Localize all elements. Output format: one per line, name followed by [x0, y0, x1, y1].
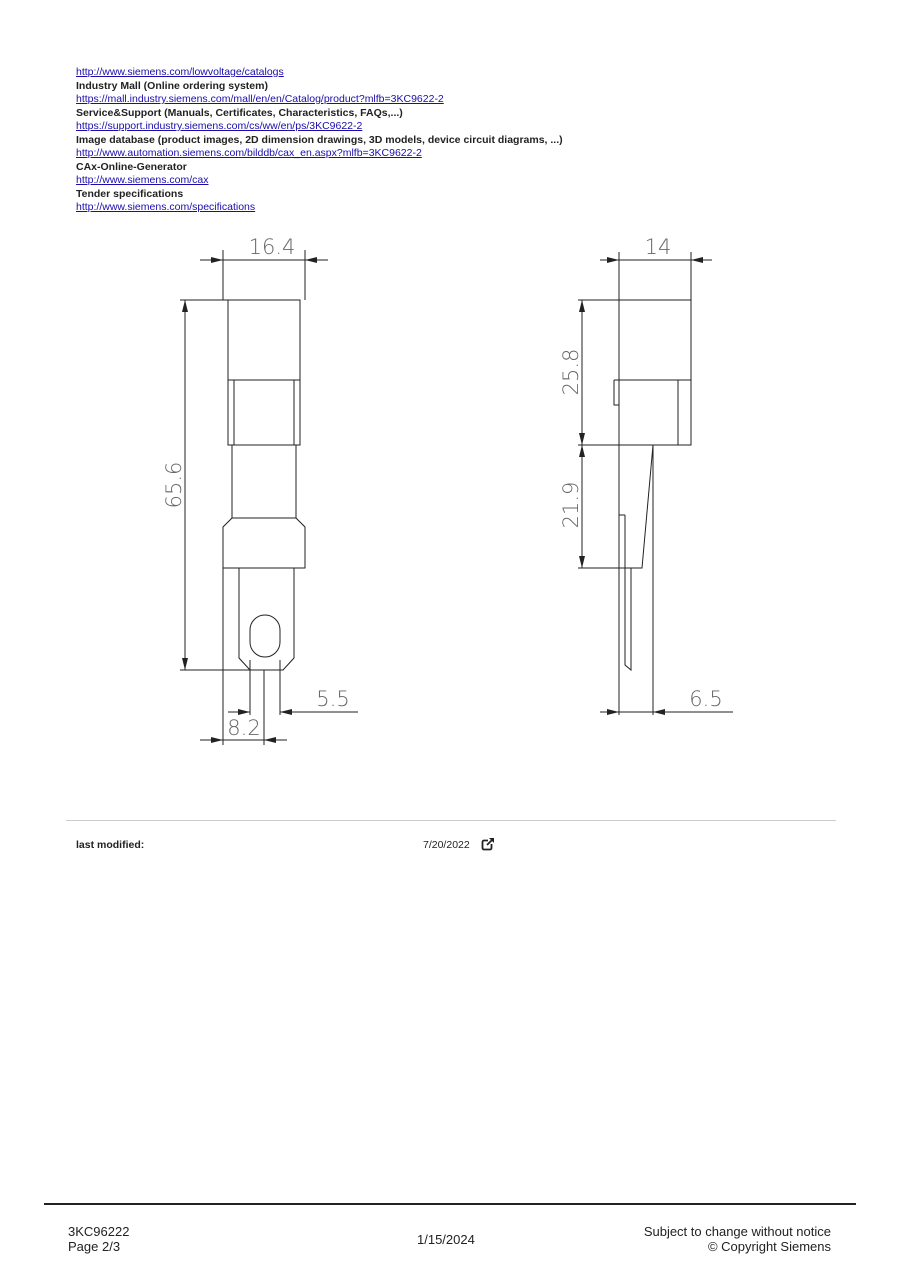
catalogs-link[interactable]: http://www.siemens.com/lowvoltage/catalogs	[76, 66, 284, 78]
side-depth-label: 14	[644, 235, 672, 259]
last-modified-label: last modified:	[76, 839, 145, 851]
footer-date: 1/15/2024	[417, 1232, 475, 1247]
front-tab-hole	[250, 615, 280, 657]
service-support-link[interactable]: https://support.industry.siemens.com/cs/ww/en/ps/3KC9622-2	[76, 120, 363, 132]
section-divider	[66, 820, 836, 821]
side-body-upper	[619, 300, 691, 445]
hole-width-label: 5.5	[316, 687, 350, 711]
footer-page: Page 2/3	[68, 1239, 121, 1254]
footer-notice: Subject to change without notice	[643, 1224, 831, 1239]
front-body-upper	[228, 300, 300, 445]
footer-divider	[44, 1203, 856, 1205]
tender-specifications-link[interactable]: http://www.siemens.com/specifications	[76, 201, 256, 213]
footer-left	[68, 1224, 129, 1254]
side-body-lower	[619, 445, 653, 568]
side-view	[578, 252, 733, 715]
front-view	[180, 250, 358, 745]
side-lower-label: 21.9	[559, 481, 583, 529]
side-upper-label: 25.8	[559, 348, 583, 396]
cax-generator-link[interactable]: http://www.siemens.com/cax	[76, 174, 209, 186]
front-width-label: 16.4	[248, 235, 296, 259]
front-body-lower	[223, 445, 305, 568]
image-database-link[interactable]: http://www.automation.siemens.com/bilddb/cax_en.aspx?mlfb=3KC9622-2	[76, 147, 422, 159]
tab-width-label: 8.2	[227, 716, 261, 740]
tender-specifications-heading: Tender specifications	[76, 188, 184, 200]
last-modified-value: 7/20/2022	[423, 839, 470, 851]
front-tab	[239, 568, 294, 670]
footer-copyright: © Copyright Siemens	[707, 1239, 831, 1254]
footer-product: 3KC96222	[68, 1224, 130, 1239]
industry-mall-heading: Industry Mall (Online ordering system)	[76, 80, 268, 92]
external-link-icon[interactable]	[481, 837, 495, 851]
side-tab-label: 6.5	[689, 687, 723, 711]
industry-mall-link[interactable]: https://mall.industry.siemens.com/mall/en/en/Catalog/product?mlfb=3KC9622-2	[76, 93, 444, 105]
service-support-heading: Service&Support (Manuals, Certificates, Characteristics, FAQs,...)	[76, 107, 403, 119]
cax-generator-heading: CAx-Online-Generator	[76, 161, 187, 173]
front-height-label: 65.6	[162, 461, 186, 509]
footer-right	[644, 1224, 831, 1254]
image-database-heading: Image database (product images, 2D dimension drawings, 3D models, device circuit diagrams, ...)	[76, 134, 563, 146]
side-tab	[625, 568, 631, 670]
